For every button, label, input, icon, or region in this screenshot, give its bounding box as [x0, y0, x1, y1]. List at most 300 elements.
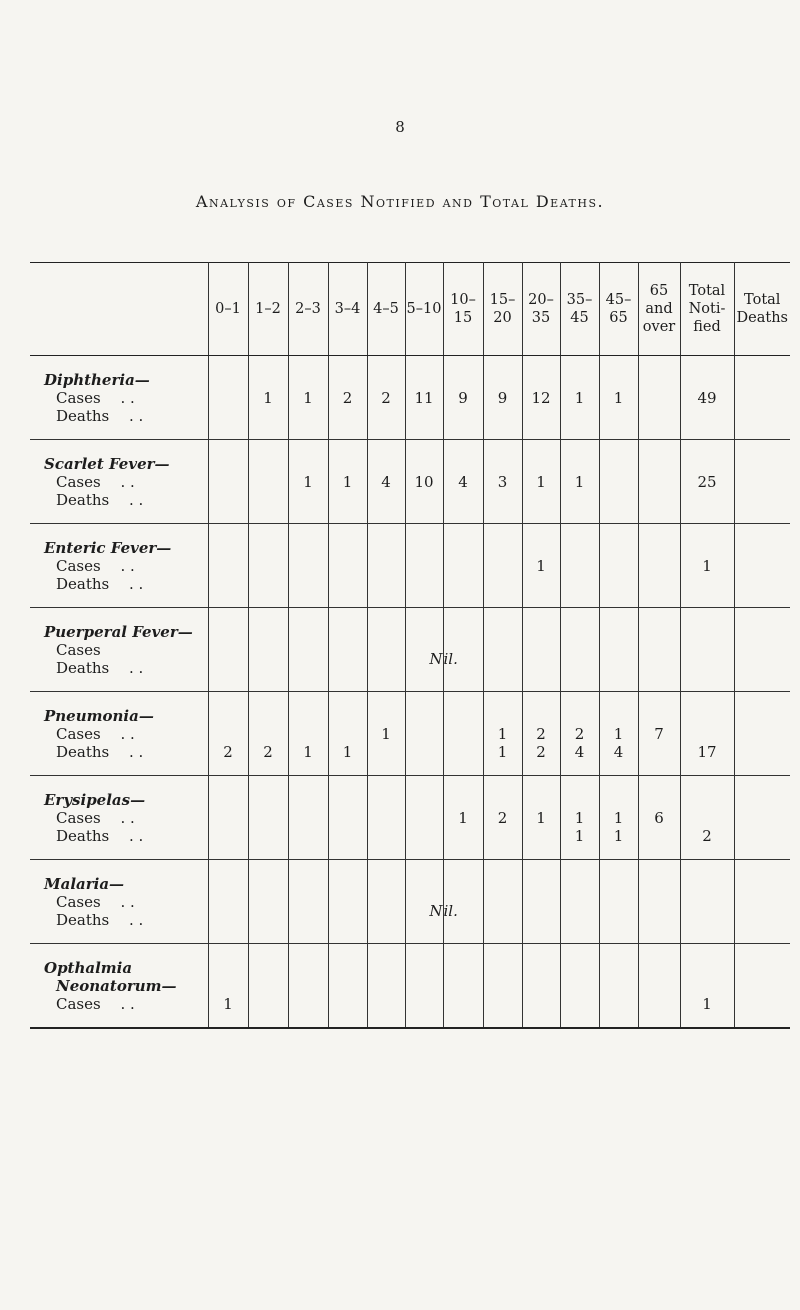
cell-value [329, 659, 367, 677]
cell-value: 1 [574, 472, 585, 491]
row-label: Cases . . [56, 994, 135, 1013]
cell-value: 2 [574, 724, 585, 743]
cell-value [289, 995, 328, 1013]
cell-value [444, 743, 483, 761]
value-cell [288, 356, 328, 440]
cell-value: 2 [497, 808, 508, 827]
cell-value: 1 [702, 556, 712, 575]
value-cell [208, 608, 248, 692]
value-cell [734, 440, 790, 524]
cell-value [289, 911, 328, 929]
cell-value [561, 557, 599, 575]
cell-value [523, 659, 560, 677]
value-cell [734, 608, 790, 692]
cell-value [249, 491, 288, 509]
cell-value [681, 725, 734, 743]
value-cell [560, 692, 599, 776]
cell-value [639, 491, 680, 509]
cell-value: 2 [263, 742, 273, 761]
value-cell [367, 440, 405, 524]
value-cell [599, 776, 638, 860]
cell-value [523, 641, 560, 659]
cell-value: 1 [613, 388, 624, 407]
cell-value [249, 893, 288, 911]
value-cell [367, 776, 405, 860]
value-cell [405, 356, 443, 440]
cell-value: 49 [697, 388, 717, 407]
cell-value [681, 641, 734, 659]
value-cell [405, 776, 443, 860]
column-header: 45– 65 [599, 263, 638, 356]
row-label: Cases . . [56, 556, 135, 575]
cell-value [484, 911, 522, 929]
row-label: Cases . . [56, 388, 135, 407]
cell-value [444, 827, 483, 845]
value-cell [680, 440, 734, 524]
value-cell [288, 860, 328, 944]
row-label: Cases . . [56, 472, 135, 491]
disease-label [30, 356, 208, 440]
disease-label [30, 692, 208, 776]
value-cell [483, 524, 522, 608]
cell-value [639, 911, 680, 929]
cell-value [368, 893, 405, 911]
cell-value [289, 557, 328, 575]
value-cell [367, 944, 405, 1029]
cell-value [444, 407, 483, 425]
column-header: Total Noti- fied [680, 263, 734, 356]
cell-value [639, 557, 680, 575]
cell-value [561, 491, 599, 509]
column-header: 2–3 [288, 263, 328, 356]
value-cell [680, 356, 734, 440]
value-cell [599, 944, 638, 1029]
value-cell [560, 440, 599, 524]
column-header: 65 and over [638, 263, 680, 356]
cell-value [600, 659, 638, 677]
cell-value [368, 743, 405, 761]
cell-value [523, 407, 560, 425]
row-label: Deaths . . [56, 826, 144, 845]
value-cell [734, 860, 790, 944]
cell-value: 2 [342, 388, 353, 407]
value-cell [328, 356, 367, 440]
value-cell [328, 860, 367, 944]
cell-value [368, 995, 405, 1013]
column-header: 4–5 [367, 263, 405, 356]
value-cell [522, 524, 560, 608]
cell-value: 17 [697, 742, 717, 761]
column-header: 3–4 [328, 263, 367, 356]
cell-value [249, 575, 288, 593]
nil-note: N [429, 901, 443, 920]
value-cell [560, 524, 599, 608]
cell-value: 4 [381, 472, 391, 491]
column-header: 20– 35 [522, 263, 560, 356]
cell-value: 9 [497, 388, 508, 407]
cell-value [249, 911, 288, 929]
cell-value [289, 827, 328, 845]
row-label: Deaths . . [56, 406, 144, 425]
disease-name: Enteric Fever— [44, 538, 172, 557]
cell-value: 10 [414, 472, 434, 491]
value-cell [248, 692, 288, 776]
value-cell [522, 776, 560, 860]
header-blank [30, 263, 208, 356]
value-cell [443, 776, 483, 860]
cell-value [523, 827, 560, 845]
column-header: 35– 45 [560, 263, 599, 356]
cell-value [735, 575, 791, 593]
cell-value [209, 575, 248, 593]
value-cell [367, 356, 405, 440]
cell-value: 1 [223, 994, 233, 1013]
cell-value [209, 827, 248, 845]
cell-value: 1 [497, 742, 508, 761]
cell-value [406, 809, 443, 827]
cell-value [639, 893, 680, 911]
value-cell [483, 440, 522, 524]
cell-value: 1 [497, 724, 508, 743]
cell-value [600, 407, 638, 425]
cell-value: 25 [697, 472, 717, 491]
value-cell [599, 356, 638, 440]
value-cell [405, 440, 443, 524]
cell-value [249, 827, 288, 845]
cell-value: 1 [458, 808, 468, 827]
value-cell [248, 776, 288, 860]
cell-value: 1 [342, 742, 353, 761]
cell-value [406, 827, 443, 845]
value-cell [680, 608, 734, 692]
cell-value [735, 491, 791, 509]
value-cell [248, 356, 288, 440]
value-cell [522, 944, 560, 1029]
cell-value [444, 575, 483, 593]
nil-note: il. [443, 649, 458, 668]
cell-value [329, 809, 367, 827]
cell-value [209, 491, 248, 509]
cell-value [681, 659, 734, 677]
cell-value [735, 827, 791, 845]
cell-value [484, 893, 522, 911]
cell-value: 4 [574, 742, 585, 761]
cell-value [484, 575, 522, 593]
cell-value [249, 557, 288, 575]
cell-value [444, 725, 483, 743]
value-cell [208, 524, 248, 608]
value-cell [522, 356, 560, 440]
header-row [30, 263, 790, 356]
cell-value [561, 575, 599, 593]
row-label: Cases [56, 640, 116, 659]
cell-value: 1 [613, 826, 624, 845]
disease-name: Erysipelas— [44, 790, 146, 809]
value-cell [638, 524, 680, 608]
cell-value: 2 [223, 742, 233, 761]
cell-value [249, 725, 288, 743]
cell-value [523, 893, 560, 911]
cell-value [368, 911, 405, 929]
cell-value [368, 491, 405, 509]
value-cell [443, 692, 483, 776]
page-number: 8 [395, 118, 405, 136]
cell-value [329, 641, 367, 659]
value-cell [734, 776, 790, 860]
cell-value [329, 893, 367, 911]
value-cell [328, 524, 367, 608]
cell-value [681, 893, 734, 911]
row-label: Cases . . [56, 724, 135, 743]
row-label: Deaths . . [56, 658, 144, 677]
value-cell [734, 524, 790, 608]
value-cell [560, 776, 599, 860]
cell-value [639, 473, 680, 491]
value-cell [248, 944, 288, 1029]
value-cell [560, 356, 599, 440]
cell-value [639, 407, 680, 425]
value-cell [288, 776, 328, 860]
cell-value [600, 995, 638, 1013]
value-cell [483, 944, 522, 1029]
cell-value [484, 407, 522, 425]
cell-value [484, 659, 522, 677]
value-cell [599, 608, 638, 692]
cell-value [681, 911, 734, 929]
cell-value [444, 491, 483, 509]
nil-note: il. [443, 901, 458, 920]
value-cell [483, 692, 522, 776]
value-cell [522, 608, 560, 692]
cell-value [289, 491, 328, 509]
cell-value [368, 659, 405, 677]
row-label: Deaths . . [56, 574, 144, 593]
cell-value [735, 725, 791, 743]
value-cell [328, 440, 367, 524]
cell-value [639, 389, 680, 407]
value-cell [483, 776, 522, 860]
disease-label [30, 776, 208, 860]
cell-value [484, 641, 522, 659]
cell-value [368, 809, 405, 827]
cell-value [209, 911, 248, 929]
cell-value: 7 [654, 724, 664, 743]
cell-value: 3 [497, 472, 508, 491]
cell-value: 1 [574, 388, 585, 407]
cell-value: 4 [458, 472, 468, 491]
value-cell [638, 356, 680, 440]
cell-value [484, 491, 522, 509]
disease-label [30, 608, 208, 692]
disease-name: Puerperal Fever— [44, 622, 193, 641]
disease-label [30, 440, 208, 524]
value-cell [638, 608, 680, 692]
cell-value: 1 [613, 808, 624, 827]
value-cell [405, 944, 443, 1029]
cell-value: 6 [654, 808, 664, 827]
cell-value: 2 [381, 388, 391, 407]
value-cell [483, 356, 522, 440]
cell-value [289, 725, 328, 743]
cell-value: 1 [574, 808, 585, 827]
cell-value [329, 827, 367, 845]
cell-value [484, 557, 522, 575]
cell-value [209, 809, 248, 827]
disease-label [30, 524, 208, 608]
column-header: 1–2 [248, 263, 288, 356]
cell-value [444, 995, 483, 1013]
value-cell [328, 692, 367, 776]
value-cell [734, 692, 790, 776]
value-cell [638, 776, 680, 860]
value-cell [367, 524, 405, 608]
cell-value [600, 641, 638, 659]
cell-value: 1 [381, 724, 391, 743]
cell-value [444, 557, 483, 575]
cell-value [735, 659, 791, 677]
row-label: Deaths . . [56, 490, 144, 509]
disease-name: Opthalmia [44, 958, 133, 977]
cell-value [368, 575, 405, 593]
cell-value [329, 911, 367, 929]
value-cell [288, 692, 328, 776]
value-cell [405, 692, 443, 776]
cell-value [523, 995, 560, 1013]
value-cell [734, 356, 790, 440]
value-cell [638, 860, 680, 944]
cell-value: 11 [414, 388, 434, 407]
cell-value: 2 [536, 742, 546, 761]
value-cell [208, 440, 248, 524]
value-cell [328, 944, 367, 1029]
disease-group-row [30, 776, 790, 860]
disease-group-row [30, 440, 790, 524]
cell-value [735, 809, 791, 827]
value-cell [367, 860, 405, 944]
cell-value [735, 473, 791, 491]
value-cell [522, 692, 560, 776]
cell-value [289, 641, 328, 659]
value-cell [208, 776, 248, 860]
cell-value [735, 389, 791, 407]
cell-value [209, 641, 248, 659]
cell-value: 2 [536, 724, 546, 743]
value-cell [405, 860, 443, 944]
cell-value [735, 641, 791, 659]
value-cell [208, 944, 248, 1029]
cell-value [735, 557, 791, 575]
cell-value: 1 [342, 472, 353, 491]
disease-group-row [30, 692, 790, 776]
cell-value [681, 491, 734, 509]
cell-value [209, 407, 248, 425]
cell-value [561, 407, 599, 425]
row-label: Deaths . . [56, 742, 144, 761]
cell-value [600, 557, 638, 575]
value-cell [560, 860, 599, 944]
cell-value [289, 407, 328, 425]
cell-value [406, 557, 443, 575]
cell-value [600, 491, 638, 509]
value-cell [443, 524, 483, 608]
value-cell [248, 608, 288, 692]
cell-value [249, 473, 288, 491]
table-title: Analysis of Cases Notified and Total Deaths. [195, 192, 605, 211]
cell-value [639, 641, 680, 659]
cell-value [368, 407, 405, 425]
disease-name: Diphtheria— [44, 370, 150, 389]
disease-label [30, 944, 208, 1029]
value-cell [443, 860, 483, 944]
cell-value: 2 [702, 826, 712, 845]
cell-value [639, 743, 680, 761]
cell-value [209, 659, 248, 677]
value-cell [443, 440, 483, 524]
cell-value: 1 [303, 472, 313, 491]
value-cell [288, 524, 328, 608]
disease-group-row [30, 608, 790, 692]
cell-value [639, 827, 680, 845]
value-cell [680, 860, 734, 944]
cell-value [561, 893, 599, 911]
cell-value [484, 995, 522, 1013]
value-cell [599, 692, 638, 776]
cell-value [681, 407, 734, 425]
disease-group-row [30, 356, 790, 440]
disease-name: Neonatorum— [56, 976, 177, 995]
cell-value [209, 557, 248, 575]
cell-value [368, 557, 405, 575]
value-cell [483, 860, 522, 944]
cell-value [368, 641, 405, 659]
cell-value [561, 995, 599, 1013]
cell-value [639, 995, 680, 1013]
cell-value [735, 995, 791, 1013]
value-cell [680, 776, 734, 860]
disease-group-row [30, 524, 790, 608]
value-cell [405, 524, 443, 608]
cell-value [249, 659, 288, 677]
cell-value [600, 575, 638, 593]
cell-value [561, 911, 599, 929]
value-cell [443, 944, 483, 1029]
column-header: 5–10 [405, 263, 443, 356]
cell-value [329, 407, 367, 425]
row-label: Cases . . [56, 808, 135, 827]
value-cell [638, 944, 680, 1029]
value-cell [599, 440, 638, 524]
value-cell [443, 356, 483, 440]
value-cell [483, 608, 522, 692]
cell-value [289, 809, 328, 827]
value-cell [248, 524, 288, 608]
value-cell [288, 440, 328, 524]
cell-value [289, 575, 328, 593]
value-cell [599, 524, 638, 608]
cell-value [561, 659, 599, 677]
disease-name: Pneumonia— [44, 706, 154, 725]
cell-value [600, 911, 638, 929]
value-cell [522, 440, 560, 524]
cell-value [249, 995, 288, 1013]
cell-value [681, 575, 734, 593]
column-header: 10– 15 [443, 263, 483, 356]
value-cell [680, 524, 734, 608]
cell-value [329, 995, 367, 1013]
cell-value: 1 [263, 388, 273, 407]
cell-value [406, 995, 443, 1013]
value-cell [443, 608, 483, 692]
